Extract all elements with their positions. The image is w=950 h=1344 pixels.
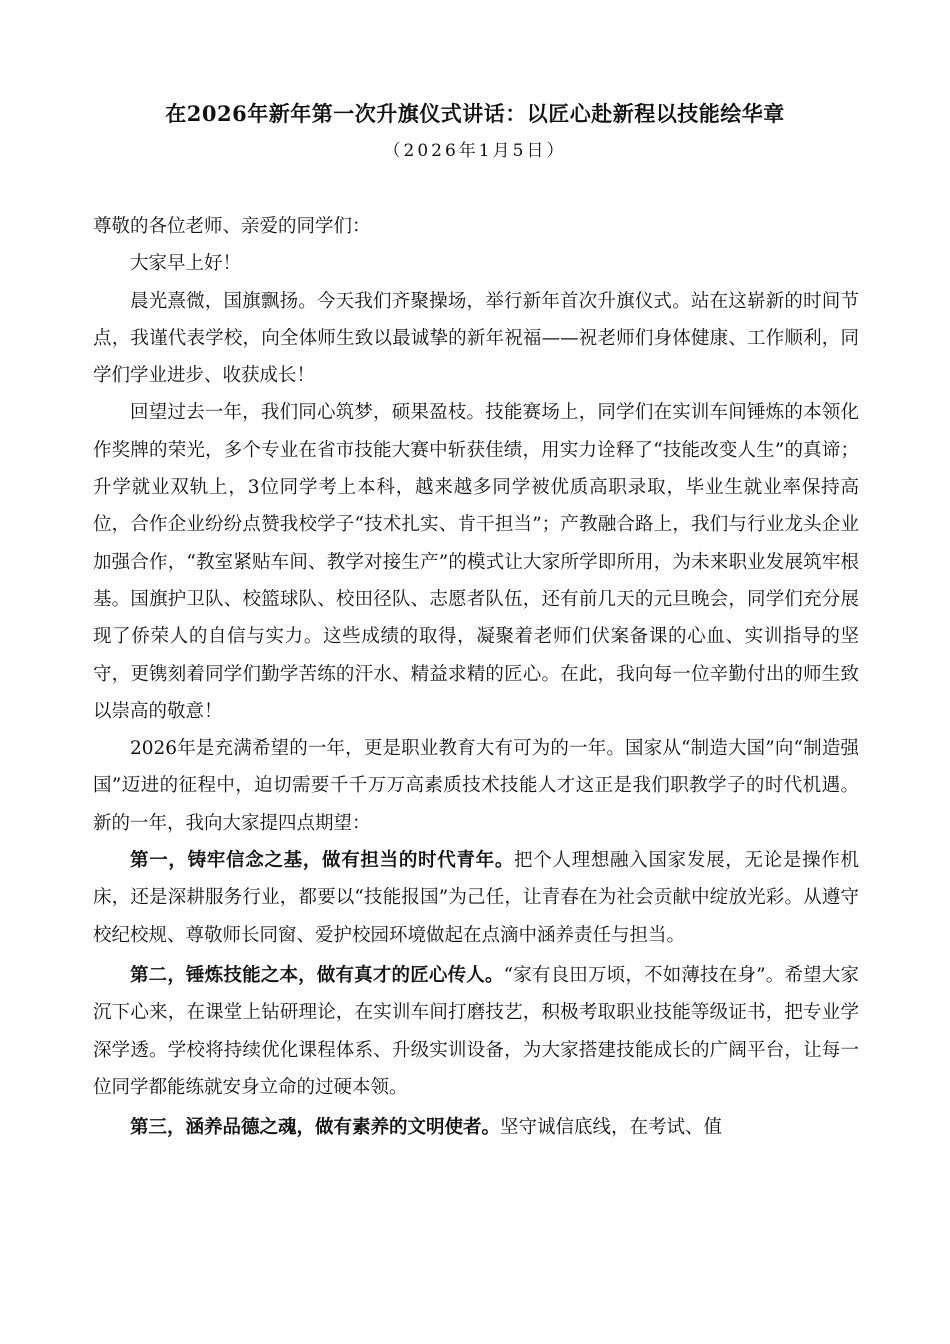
point-second-lead: 第二，锤炼技能之本，做有真才的匠心传人。 (130, 964, 504, 986)
point-first-text: 把个人理想融入国家发展，无论是操作机床，还是深耕服务行业，都要以“技能报国”为己任，让青春在为社会贡献中绽放光彩。从遵守校纪校规、尊敬师长同窗、爱护校园环境做起在点滴中涵养责任与担当。 (93, 850, 859, 946)
speech-body (93, 208, 859, 1146)
point-first (93, 842, 859, 954)
point-first-lead: 第一，铸牢信念之基，做有担当的时代青年。 (130, 850, 515, 872)
point-second-text: “家有良田万顷，不如薄技在身”。希望大家沉下心来，在课堂上钻研理论，在实训车间打磨技艺，积极考取职业技能等级证书，把专业学深学透。学校将持续优化课程体系、升级实训设备，为大家搭建技能成长的广阔平台，让每一位同学都能练就安身立命的过硬本领。 (93, 964, 859, 1098)
paragraph-review: 回望过去一年，我们同心筑梦，硕果盈枝。技能赛场上，同学们在实训车间锤炼的本领化作奖牌的荣光，多个专业在省市技能大赛中斩获佳绩，用实力诠释了“技能改变人生”的真谛；升学就业双轨上，3位同学考上本科，越来越多同学被优质高职录取，毕业生就业率保持高位，合作企业纷纷点赞我校学子“技术扎实、肯干担当”；产教融合路上，我们与行业龙头企业加强合作，“教室紧贴车间、教学对接生产”的模式让大家所学即所用，为未来职业发展筑牢根基。国旗护卫队、校篮球队、校田径队、志愿者队伍，还有前几天的元旦晚会，同学们充分展现了侨荣人的自信与实力。这些成绩的取得，凝聚着老师们伏案备课的心血、实训指导的坚守，更镌刻着同学们勤学苦练的汗水、精益求精的匠心。在此，我向每一位辛勤付出的师生致以崇高的敬意！ (93, 402, 859, 722)
speech-date: （2026年1月5日） (383, 141, 567, 161)
point-second (93, 957, 859, 1106)
paragraph-expectations: 2026年是充满希望的一年，更是职业教育大有可为的一年。国家从“制造大国”向“制造强国”迈进的征程中，迫切需要千千万万高素质技术技能人才这正是我们职教学子的时代机遇。新的一年，我向大家提四点期望： (93, 738, 859, 834)
speech-title: 在2026年新年第一次升旗仪式讲话：以匠心赴新程以技能绘华章 (165, 101, 785, 126)
greeting: 大家早上好！ (130, 253, 242, 275)
point-third (93, 1109, 859, 1146)
point-third-lead: 第三，涵养品德之魂，做有素养的文明使者。 (130, 1117, 501, 1139)
paragraph-opening: 晨光熹微，国旗飘扬。今天我们齐聚操场，举行新年首次升旗仪式。站在这崭新的时间节点，我谨代表学校，向全体师生致以最诚挚的新年祝福——祝老师们身体健康、工作顺利，同学们学业进步、收获成长！ (93, 290, 859, 387)
salutation: 尊敬的各位老师、亲爱的同学们： (93, 216, 371, 237)
point-third-text: 坚守诚信底线，在考试、值 (500, 1117, 723, 1139)
